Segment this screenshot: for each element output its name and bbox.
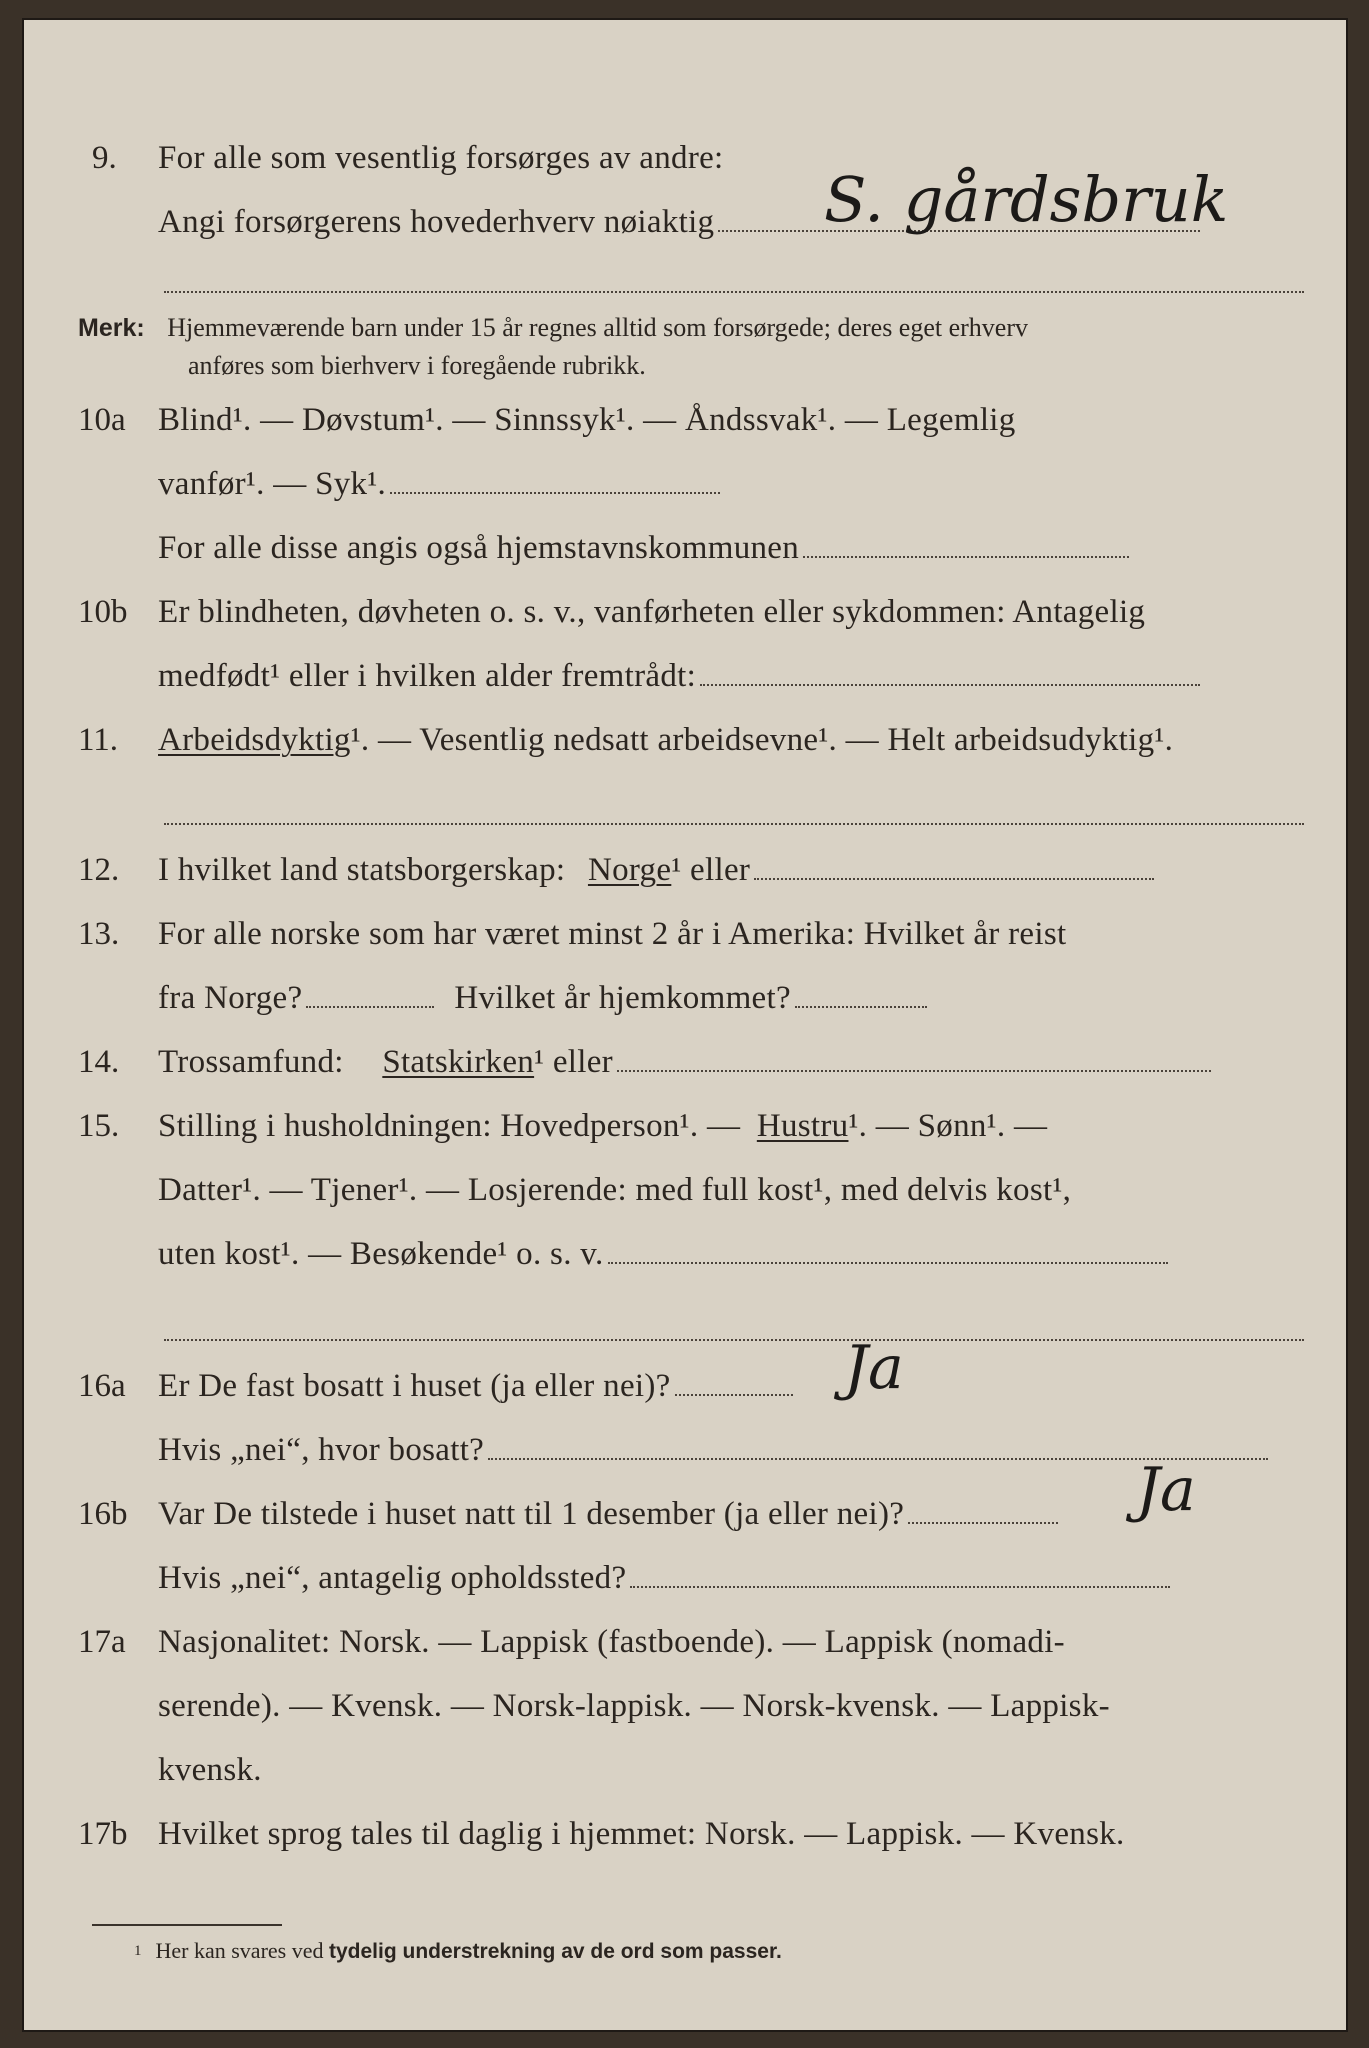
q14-number: 14. (78, 1044, 120, 1080)
q10b-line2: medfødt¹ eller i hvilken alder fremtrådt: (158, 656, 1200, 696)
q15-blank-line (164, 1338, 1304, 1341)
q10a-line3: For alle disse angis også hjemstavnskommunen (158, 528, 1129, 568)
merk-note-line1: Merk: Hjemmeværende barn under 15 år regnes alltid som forsørgede; deres eget erhverv (78, 313, 1029, 342)
q16b-handwritten-answer: Ja (1136, 1455, 1196, 1525)
q16a-line2: Hvis „nei“, hvor bosatt? (158, 1430, 1268, 1470)
q13-line2: fra Norge? Hvilket år hjemkommet? (158, 978, 927, 1018)
q10b-line1: Er blindheten, døvheten o. s. v., vanførheten eller sykdommen: Antagelig (158, 594, 1146, 630)
q17b-line1: Hvilket sprog tales til daglig i hjemmet: Norsk. — Lappisk. — Kvensk. (158, 1816, 1125, 1852)
q10a-line2: vanfør¹. — Syk¹. (158, 464, 720, 504)
q16b-number: 16b (78, 1496, 128, 1532)
q17a-line1: Nasjonalitet: Norsk. — Lappisk (fastboende). — Lappisk (nomadi- (158, 1624, 1065, 1660)
q16a-handwritten-answer: Ja (844, 1333, 904, 1403)
q12-underlined-answer: Norge (587, 852, 672, 888)
q13-number: 13. (78, 916, 120, 952)
q9-line2: Angi forsørgerens hovederhverv nøiaktig (158, 202, 1200, 242)
q17a-number: 17a (78, 1624, 126, 1660)
q17a-line2: serende). — Kvensk. — Norsk-lappisk. — Norsk-kvensk. — Lappisk- (158, 1688, 1110, 1724)
q15-line2: Datter¹. — Tjener¹. — Losjerende: med full kost¹, med delvis kost¹, (158, 1172, 1072, 1208)
q9-blank-line (164, 290, 1304, 293)
q16a-number: 16a (78, 1368, 126, 1404)
q16a-line1: Er De fast bosatt i huset (ja eller nei)? (158, 1366, 793, 1406)
q15-underlined-answer: Hustru (756, 1108, 849, 1144)
q14-line: Trossamfund: Statskirken¹ eller (158, 1042, 1211, 1082)
q9-handwritten-answer: S. gårdsbruk (824, 163, 1229, 236)
census-form-page (22, 18, 1348, 2032)
q11-blank-line (164, 822, 1304, 825)
merk-label: Merk: (78, 314, 145, 342)
q12-number: 12. (78, 852, 120, 888)
q10a-number: 10a (78, 402, 126, 438)
q9-number: 9. (92, 140, 117, 176)
q17b-number: 17b (78, 1816, 128, 1852)
q11-underlined-answer: Arbeidsdyktig (158, 722, 351, 758)
footnote-rule (92, 1924, 282, 1926)
q11-line: Arbeidsdyktig¹. — Vesentlig nedsatt arbeidsevne¹. — Helt arbeidsudyktig¹. (158, 722, 1174, 758)
q10b-number: 10b (78, 594, 128, 630)
q12-line: I hvilket land statsborgerskap: Norge¹ eller (158, 850, 1154, 890)
q13-line1: For alle norske som har været minst 2 år i Amerika: Hvilket år reist (158, 916, 1067, 952)
q15-line3: uten kost¹. — Besøkende¹ o. s. v. (158, 1234, 1168, 1274)
q17a-line3: kvensk. (158, 1752, 262, 1788)
q16b-line2: Hvis „nei“, antagelig opholdssted? (158, 1558, 1170, 1598)
q10a-line1: Blind¹. — Døvstum¹. — Sinnssyk¹. — Åndssvak¹. — Legemlig (158, 402, 1016, 438)
merk-note-line2: anføres som bierhverv i foregående rubrikk. (188, 351, 646, 380)
q14-underlined-answer: Statskirken (382, 1044, 535, 1080)
q11-number: 11. (78, 722, 119, 758)
q16b-line1: Var De tilstede i huset natt til 1 desember (ja eller nei)? (158, 1494, 1058, 1534)
q15-line1: Stilling i husholdningen: Hovedperson¹. — Hustru¹. — Sønn¹. — (158, 1108, 1048, 1144)
q15-number: 15. (78, 1108, 120, 1144)
q9-line1: For alle som vesentlig forsørges av andre: (158, 140, 724, 176)
footnote: $^1$ Her kan svares ved tydelig understrekning av de ord som passer. (134, 1938, 782, 1963)
